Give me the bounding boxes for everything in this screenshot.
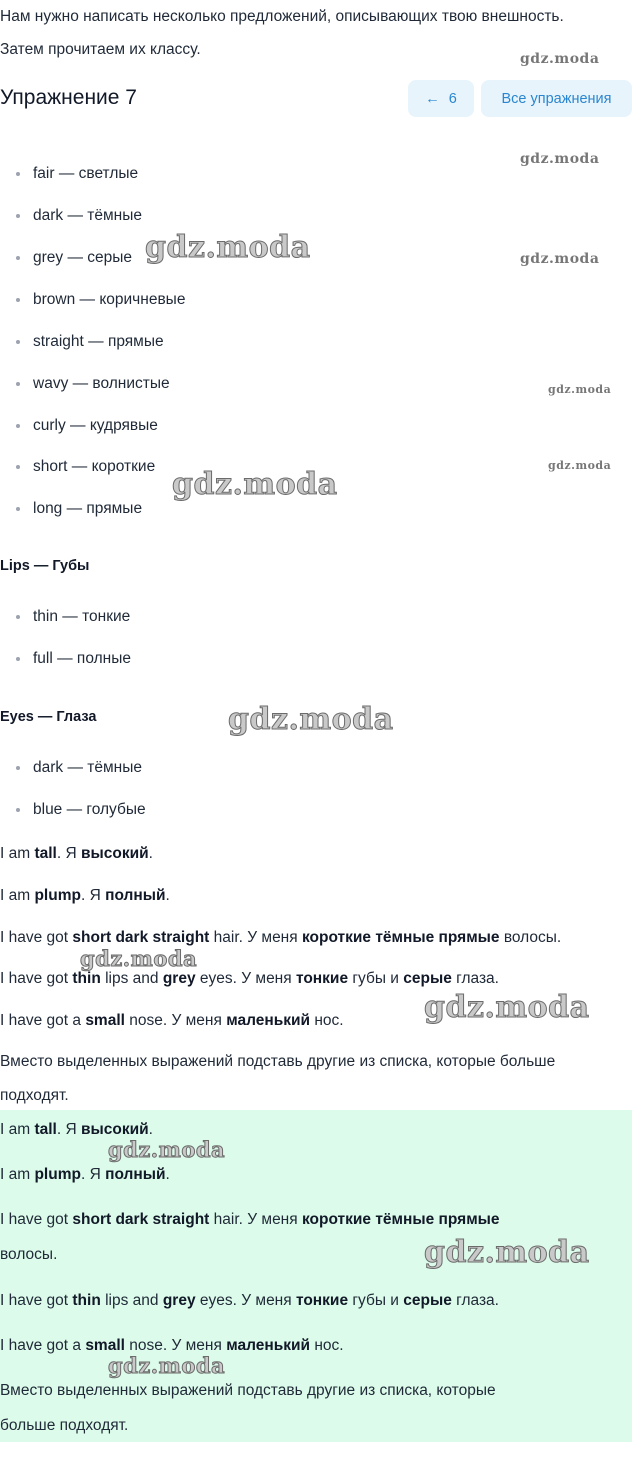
bullet-icon [16, 465, 20, 469]
list-item [0, 414, 158, 438]
sentence-plump: I am plump. Я полный. [0, 887, 170, 904]
bullet-icon [16, 382, 20, 386]
list-item-text: dark — тёмные [33, 207, 142, 224]
prev-exercise-label: 6 [448, 90, 457, 107]
list-item-text: fair — светлые [33, 165, 139, 182]
watermark: gdz.moda [520, 51, 600, 67]
bullet-icon [16, 507, 20, 511]
list-item [0, 162, 138, 186]
watermark: gdz.moda [145, 230, 311, 265]
list-item-text: curly — кудрявые [33, 417, 158, 434]
bullet-icon [16, 172, 20, 176]
list-item [0, 246, 132, 270]
watermark: gdz.moda [228, 702, 394, 737]
watermark: gdz.moda [520, 251, 600, 267]
bullet-icon [16, 766, 20, 770]
list-item-text: blue — голубые [33, 801, 146, 818]
answer-sentence-tall: I am tall. Я высокий. [0, 1121, 153, 1138]
list-item [0, 756, 142, 780]
bullet-icon [16, 657, 20, 661]
list-item-text: short — короткие [33, 458, 156, 475]
watermark: gdz.moda [424, 1235, 590, 1270]
list-item [0, 204, 142, 228]
list-item [0, 647, 131, 671]
watermark: gdz.moda [520, 151, 600, 167]
answer-sentence-hair-tail: волосы. [0, 1246, 58, 1263]
lips-heading: Lips — Губы [0, 558, 90, 574]
watermark: gdz.moda [172, 467, 338, 502]
prev-exercise-button[interactable] [408, 80, 474, 117]
list-item [0, 455, 155, 479]
list-item [0, 605, 130, 629]
bullet-icon [16, 256, 20, 260]
answer-sentence-nose: I have got a small nose. У меня маленький нос. [0, 1337, 344, 1354]
list-item-text: long — прямые [33, 500, 143, 517]
list-item [0, 330, 164, 354]
watermark: gdz.moda [108, 1137, 226, 1162]
answer-sentence-plump: I am plump. Я полный. [0, 1166, 170, 1183]
bullet-icon [16, 615, 20, 619]
watermark: gdz.moda [108, 1353, 226, 1378]
list-item [0, 497, 142, 521]
eyes-heading: Eyes — Глаза [0, 709, 97, 725]
arrow-left-icon: ← [425, 90, 440, 107]
list-item-text: thin — тонкие [33, 608, 131, 625]
answer-instruction-line-1: Вместо выделенных выражений подставь другие из списка, которые [0, 1382, 496, 1399]
intro-line-2: Затем прочитаем их классу. [0, 41, 201, 58]
list-item-text: straight — прямые [33, 333, 164, 350]
watermark: gdz.moda [548, 383, 612, 396]
watermark: gdz.moda [548, 459, 612, 472]
intro-line-1: Нам нужно написать несколько предложений, описывающих твою внешность. [0, 8, 564, 25]
instruction-line-1: Вместо выделенных выражений подставь другие из списка, которые больше [0, 1053, 556, 1070]
watermark: gdz.moda [80, 946, 198, 971]
list-item [0, 798, 146, 822]
bullet-icon [16, 424, 20, 428]
list-item-text: grey — серые [33, 249, 133, 266]
list-item [0, 372, 170, 396]
watermark: gdz.moda [424, 990, 590, 1025]
sentence-nose: I have got a small nose. У меня маленький нос. [0, 1012, 344, 1029]
list-item [0, 288, 185, 312]
answer-sentence-lips-eyes: I have got thin lips and grey eyes. У меня тонкие губы и серые глаза. [0, 1292, 499, 1309]
sentence-lips-eyes: I have got thin lips and grey eyes. У меня тонкие губы и серые глаза. [0, 970, 499, 987]
list-item-text: full — полные [33, 650, 131, 667]
sentence-tall: I am tall. Я высокий. [0, 845, 153, 862]
list-item-text: brown — коричневые [33, 291, 186, 308]
list-item-text: wavy — волнистые [33, 375, 170, 392]
bullet-icon [16, 298, 20, 302]
bullet-icon [16, 808, 20, 812]
instruction-line-2: подходят. [0, 1087, 69, 1104]
all-exercises-button[interactable]: Все упражнения [481, 80, 632, 117]
page-title: Упражнение 7 [0, 86, 137, 109]
bullet-icon [16, 340, 20, 344]
bullet-icon [16, 214, 20, 218]
sentence-hair: I have got short dark straight hair. У меня короткие тёмные прямые волосы. [0, 929, 562, 946]
answer-sentence-hair: I have got short dark straight hair. У меня короткие тёмные прямые [0, 1211, 500, 1228]
answer-instruction-line-2: больше подходят. [0, 1417, 129, 1434]
list-item-text: dark — тёмные [33, 759, 142, 776]
